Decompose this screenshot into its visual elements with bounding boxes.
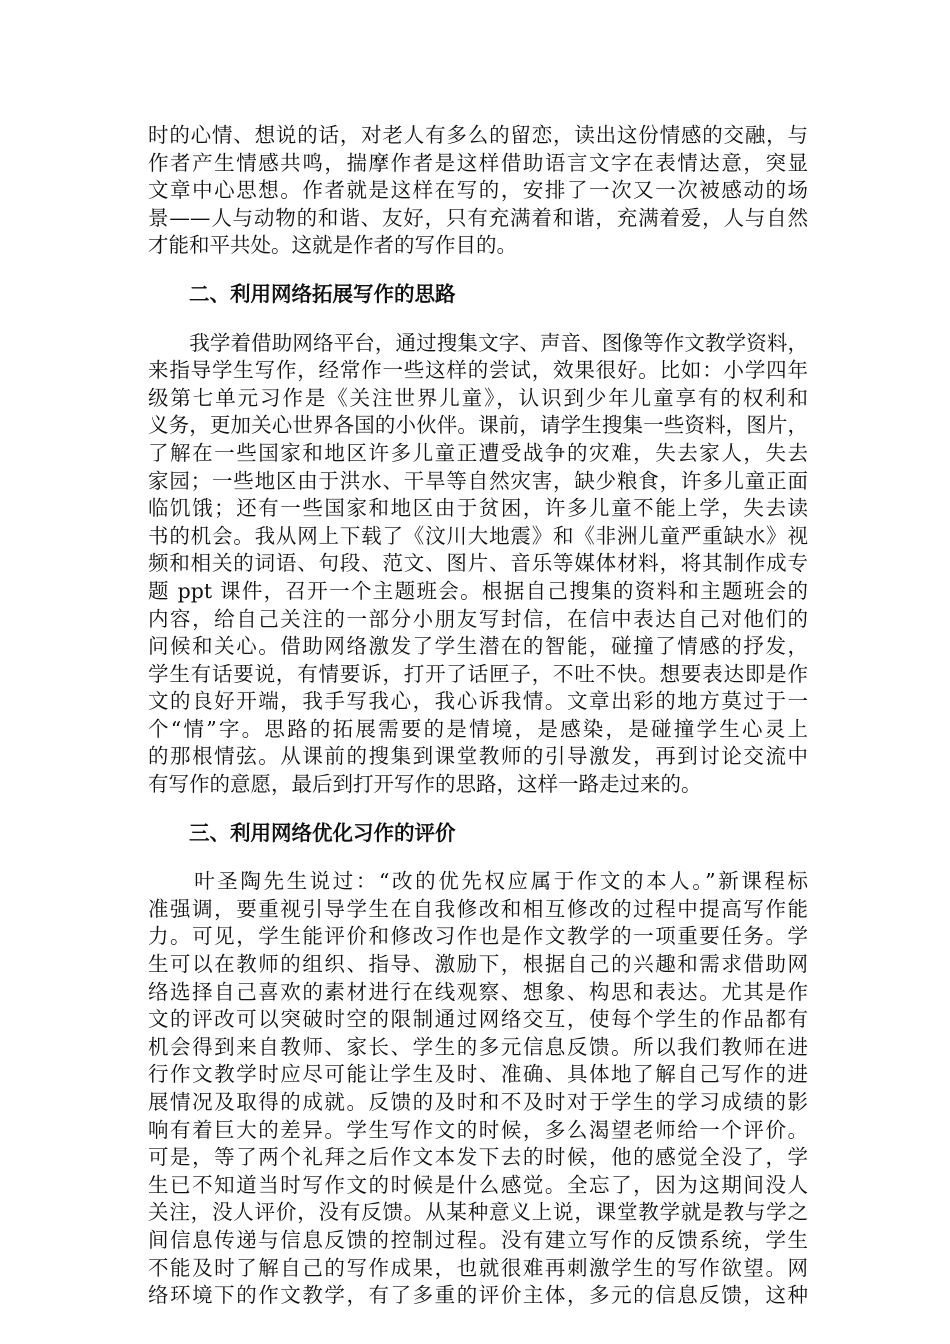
text-line: 才能和平共处。这就是作者的写作目的。 [148, 233, 517, 258]
text-line: 准强调，要重视引导学生在自我修改和相互修改的过程中提高写作能 [148, 896, 808, 921]
text-line: 络环境下的作文教学，有了多重的评价主体，多元的信息反馈，这种 [148, 1283, 808, 1308]
text-line: 络选择自己喜欢的素材进行在线观察、想象、构思和表达。尤其是作 [148, 979, 808, 1004]
document-page [148, 122, 808, 1310]
section-three-heading: 三、利用网络优化习作的评价 [189, 820, 456, 845]
text-line: 频和相关的词语、句段、范文、图片、音乐等媒体材料，将其制作成专 [148, 551, 808, 576]
text-line: 生已不知道当时写作文的时候是什么感觉。全忘了，因为这期间没人 [148, 1172, 808, 1197]
text-line: 学生有话要说，有情要诉，打开了话匣子，不吐不快。想要表达即是作 [148, 661, 808, 686]
text-line: 时的心情、想说的话，对老人有多么的留恋，读出这份情感的交融，与 [148, 123, 808, 147]
text-line: 义务，更加关心世界各国的小伙伴。课前，请学生搜集一些资料，图片， [148, 413, 808, 438]
text-line: 作者产生情感共鸣，揣摩作者是这样借助语言文字在表情达意，突显 [148, 150, 808, 175]
text-line: 可是，等了两个礼拜之后作文本发下去的时候，他的感觉全没了，学 [148, 1145, 808, 1170]
text-line: 有写作的意愿，最后到打开写作的思路，这样一路走过来的。 [148, 772, 702, 797]
text-line: 行作文教学时应尽可能让学生及时、准确、具体地了解自己写作的进 [148, 1062, 808, 1087]
text-line: 景——人与动物的和谐、友好，只有充满着和谐，充满着爱，人与自然 [148, 205, 808, 230]
text-line: 间信息传递与信息反馈的控制过程。没有建立写作的反馈系统，学生 [148, 1227, 808, 1252]
intro-paragraph [148, 122, 808, 260]
text-line: 关注，没人评价，没有反馈。从某种意义上说，课堂教学就是教与学之 [148, 1200, 808, 1225]
text-line: 展情况及取得的成就。反馈的及时和不及时对于学生的学习成绩的影 [148, 1090, 808, 1114]
text-line: 来指导学生写作，经常作一些这样的尝试，效果很好。比如：小学四年 [148, 358, 808, 383]
text-line: 个“情”字。思路的拓展需要的是情境，是感染，是碰撞学生心灵上 [148, 716, 808, 741]
section-three-paragraph [148, 868, 808, 1310]
text-line: 响有着巨大的差异。学生写作文的时候，多么渴望老师给一个评价。 [148, 1117, 808, 1142]
text-line: 临饥饿；还有一些国家和地区由于贫困，许多儿童不能上学，失去读 [148, 496, 808, 521]
text-line: 不能及时了解自己的写作成果，也就很难再刺激学生的写作欲望。网 [148, 1255, 808, 1280]
text-line: 问候和关心。借助网络激发了学生潜在的智能，碰撞了情感的抒发， [148, 634, 808, 659]
text-line: 家园；一些地区由于洪水、干旱等自然灾害，缺少粮食，许多儿童正面 [148, 468, 808, 493]
text-line: 力。可见，学生能评价和修改习作也是作文教学的一项重要任务。学 [148, 924, 808, 949]
text-line: 我学着借助网络平台，通过搜集文字、声音、图像等作文教学资料， [148, 330, 808, 355]
text-line: 题 ppt 课件，召开一个主题班会。根据自己搜集的资料和主题班会的 [148, 578, 808, 603]
text-line: 文章中心思想。作者就是这样在写的，安排了一次又一次被感动的场 [148, 178, 808, 203]
text-line: 叶圣陶先生说过：“改的优先权应属于作文的本人。”新课程标 [148, 869, 808, 894]
text-line: 的那根情弦。从课前的搜集到课堂教师的引导激发，再到讨论交流中 [148, 744, 808, 769]
text-line: 机会得到来自教师、家长、学生的多元信息反馈。所以我们教师在进 [148, 1034, 808, 1059]
text-line: 了解在一些国家和地区许多儿童正遭受战争的灾难，失去家人，失去 [148, 440, 808, 465]
text-line: 内容，给自己关注的一部分小朋友写封信，在信中表达自己对他们的 [148, 606, 808, 631]
text-line: 文的良好开端，我手写我心，我心诉我情。文章出彩的地方莫过于一 [148, 689, 808, 714]
text-line: 书的机会。我从网上下载了《汶川大地震》和《非洲儿童严重缺水》视 [148, 523, 808, 548]
text-line: 生可以在教师的组织、指导、激励下，根据自己的兴趣和需求借助网 [148, 952, 808, 977]
text-line: 文的评改可以突破时空的限制通过网络交互，使每个学生的作品都有 [148, 1007, 808, 1032]
text-line: 级第七单元习作是《关注世界儿童》，认识到少年儿童享有的权利和 [148, 385, 808, 410]
section-two-heading: 二、利用网络拓展写作的思路 [189, 281, 456, 306]
section-two-paragraph [148, 330, 808, 799]
